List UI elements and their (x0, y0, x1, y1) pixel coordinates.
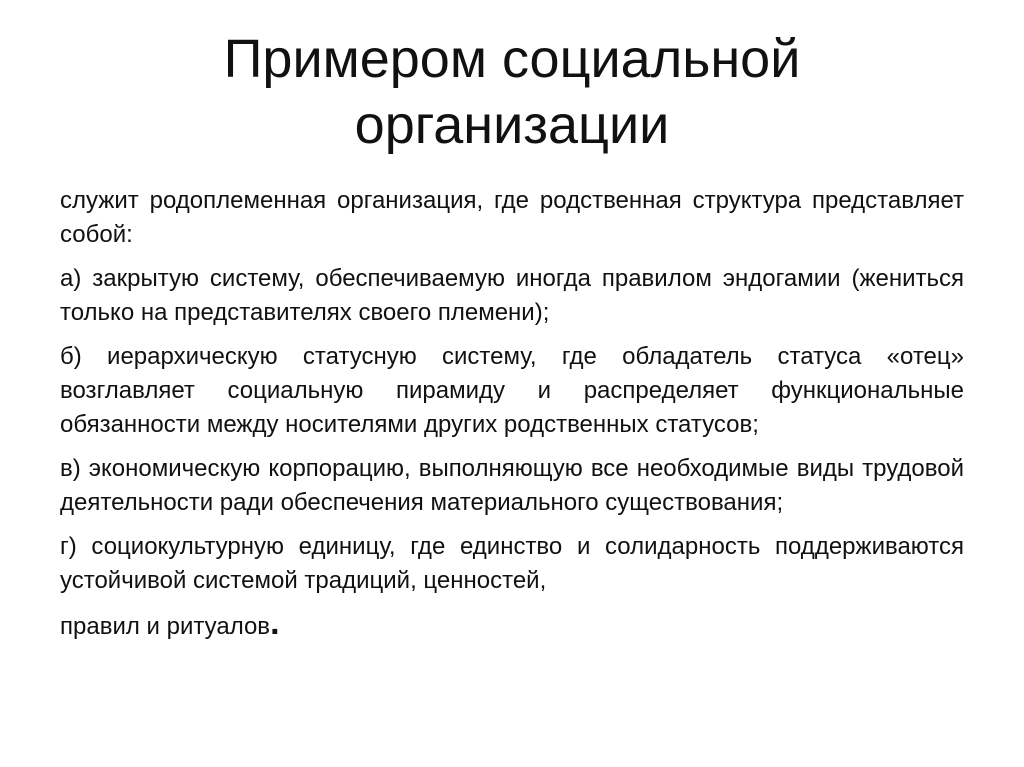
item-g-main-text: г) социокультурную единицу, где единство и солидарность поддерживаются устойчивой системой традиций, ценностей, (60, 533, 964, 594)
item-g-paragraph (60, 530, 964, 644)
slide-title (0, 26, 1024, 158)
item-v-paragraph: в) экономическую корпорацию, выполняющую все необходимые виды трудовой деятельности ради обеспечения материального существования; (60, 455, 964, 516)
item-g-tail-line (60, 604, 964, 644)
slide-title-line-1: Примером социальной (223, 29, 801, 89)
slide-body (60, 184, 964, 654)
item-g-tail-text: правил и ритуалов (60, 613, 271, 640)
slide-title-line-2: организации (354, 95, 670, 155)
item-b-paragraph: б) иерархическую статусную систему, где обладатель статуса «отец» возглавляет социальную пирамиду и распределяет функциональные обязанности между носителями других родственных статусов; (60, 343, 964, 438)
intro-paragraph: служит родоплеменная организация, где родственная структура представляет собой: (60, 187, 964, 248)
item-a-paragraph: а) закрытую систему, обеспечиваемую иногда правилом эндогамии (жениться только на представителях своего племени); (60, 265, 964, 326)
item-g-final-period: . (270, 604, 280, 642)
